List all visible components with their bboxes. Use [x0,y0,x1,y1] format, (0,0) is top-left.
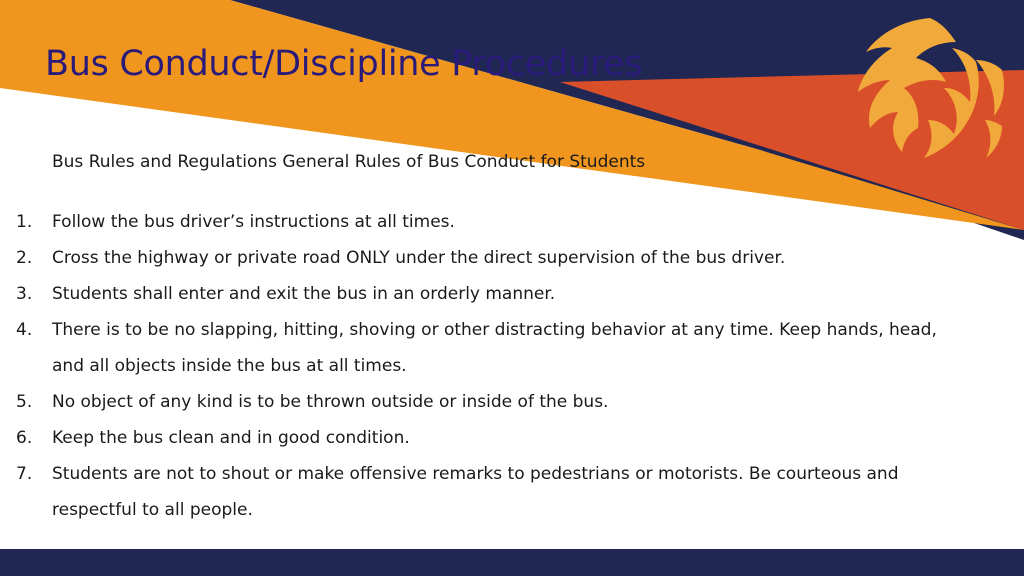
list-item-number: 3. [16,284,33,304]
list-item-number: 5. [16,392,33,412]
list-item [0,204,960,240]
list-item-text: Students are not to shout or make offensive remarks to pedestrians or motorists. Be courteous and respectful to all people. [52,464,899,520]
list-item [0,240,960,276]
list-item [0,384,960,420]
list-item [0,276,960,312]
list-item-number: 2. [16,248,33,268]
list-item-number: 4. [16,320,33,340]
list-item-text: Cross the highway or private road ONLY under the direct supervision of the bus driver. [52,248,786,268]
list-item-number: 1. [16,212,33,232]
list-item-text: Follow the bus driver’s instructions at all times. [52,212,455,232]
subtitle: Bus Rules and Regulations General Rules of Bus Conduct for Students [52,152,646,172]
list-item [0,312,960,384]
list-item [0,456,960,528]
page-title: Bus Conduct/Discipline Procedures [45,44,643,84]
rules-list [0,204,960,528]
list-item-text: There is to be no slapping, hitting, shoving or other distracting behavior at any time. Keep hands, head, and all objects inside the bus at all times. [52,320,937,376]
footer-bar [0,549,1024,576]
list-item-text: Keep the bus clean and in good condition. [52,428,410,448]
list-item-number: 7. [16,464,33,484]
list-item-number: 6. [16,428,33,448]
list-item-text: Students shall enter and exit the bus in an orderly manner. [52,284,556,304]
list-item [0,420,960,456]
list-item-text: No object of any kind is to be thrown outside or inside of the bus. [52,392,609,412]
